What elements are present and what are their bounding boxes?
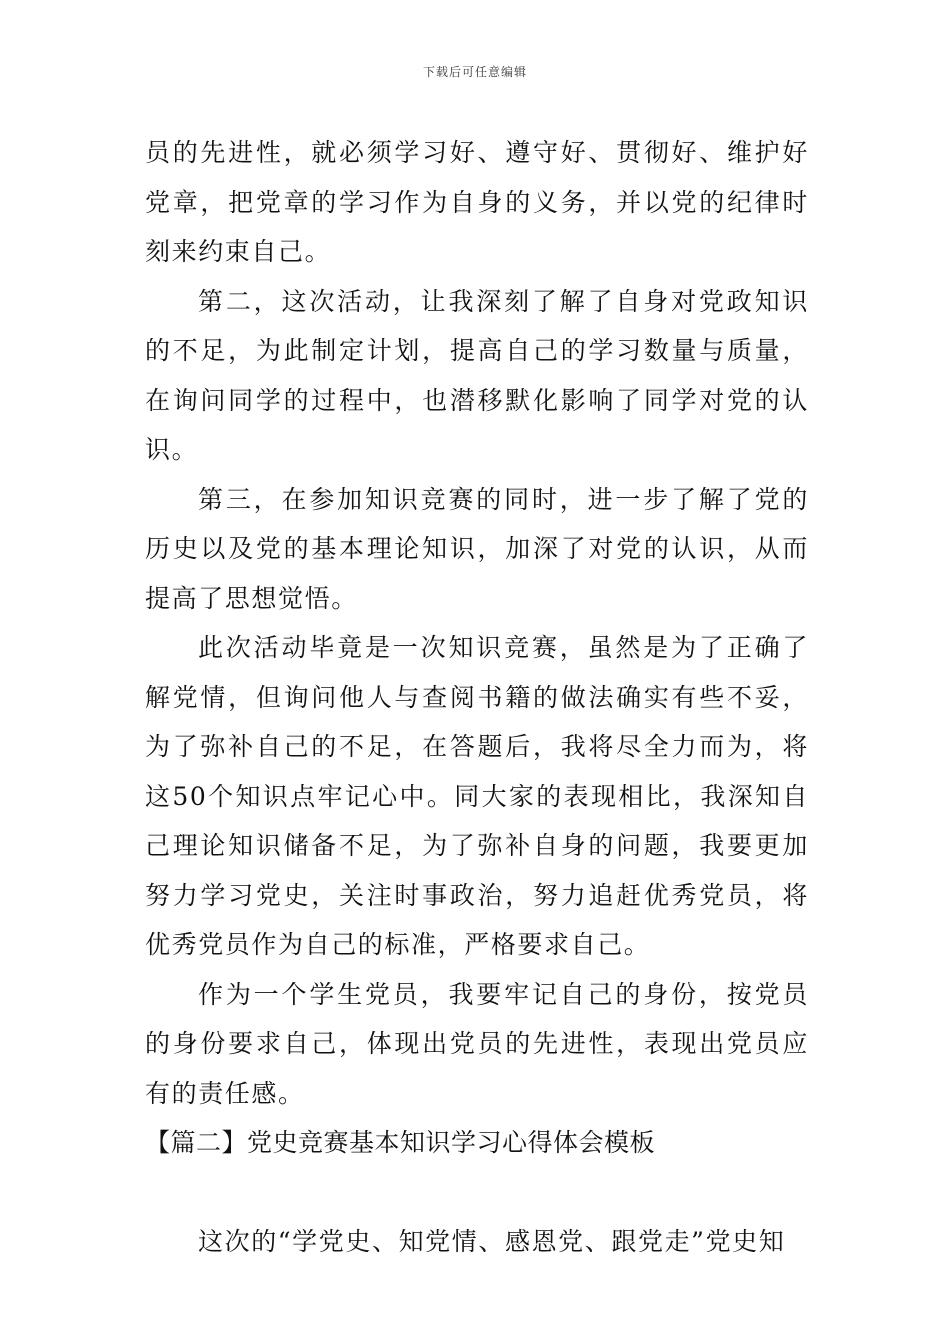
document-body xyxy=(145,128,809,1267)
paragraph-competition: 此次活动毕竟是一次知识竞赛，虽然是为了正确了解党情，但询问他人与查阅书籍的做法确实有些不妥，为了弥补自己的不足，在答题后，我将尽全力而为，将这50个知识点牢记心中。同大家的表现相比，我深知自己理论知识储备不足，为了弥补自身的问题，我要更加努力学习党史，关注时事政治，努力追赶优秀党员，将优秀党员作为自己的标准，严格要求自己。 xyxy=(145,633,809,959)
section-title: 【篇二】党史竞赛基本知识学习心得体会模板 xyxy=(145,1128,656,1157)
blank-line xyxy=(145,1168,809,1218)
paragraph-second: 第二，这次活动，让我深刻了解了自身对党政知识的不足，为此制定计划，提高自己的学习数量与质量，在询问同学的过程中，也潜移默化影响了同学对党的认识。 xyxy=(145,286,809,464)
paragraph-student-member: 作为一个学生党员，我要牢记自己的身份，按党员的身份要求自己，体现出党员的先进性，表现出党员应有的责任感。 xyxy=(145,979,809,1108)
page-header: 下载后可任意编辑 xyxy=(422,65,527,79)
paragraph-continuation: 员的先进性，就必须学习好、遵守好、贯彻好、维护好党章，把党章的学习作为自身的义务，并以党的纪律时刻来约束自己。 xyxy=(145,138,809,266)
paragraph-intro: 这次的“学党史、知党情、感恩党、跟党走”党史知 xyxy=(198,1227,786,1256)
paragraph-third: 第三，在参加知识竞赛的同时，进一步了解了党的历史以及党的基本理论知识，加深了对党的认识，从而提高了思想觉悟。 xyxy=(145,484,809,613)
